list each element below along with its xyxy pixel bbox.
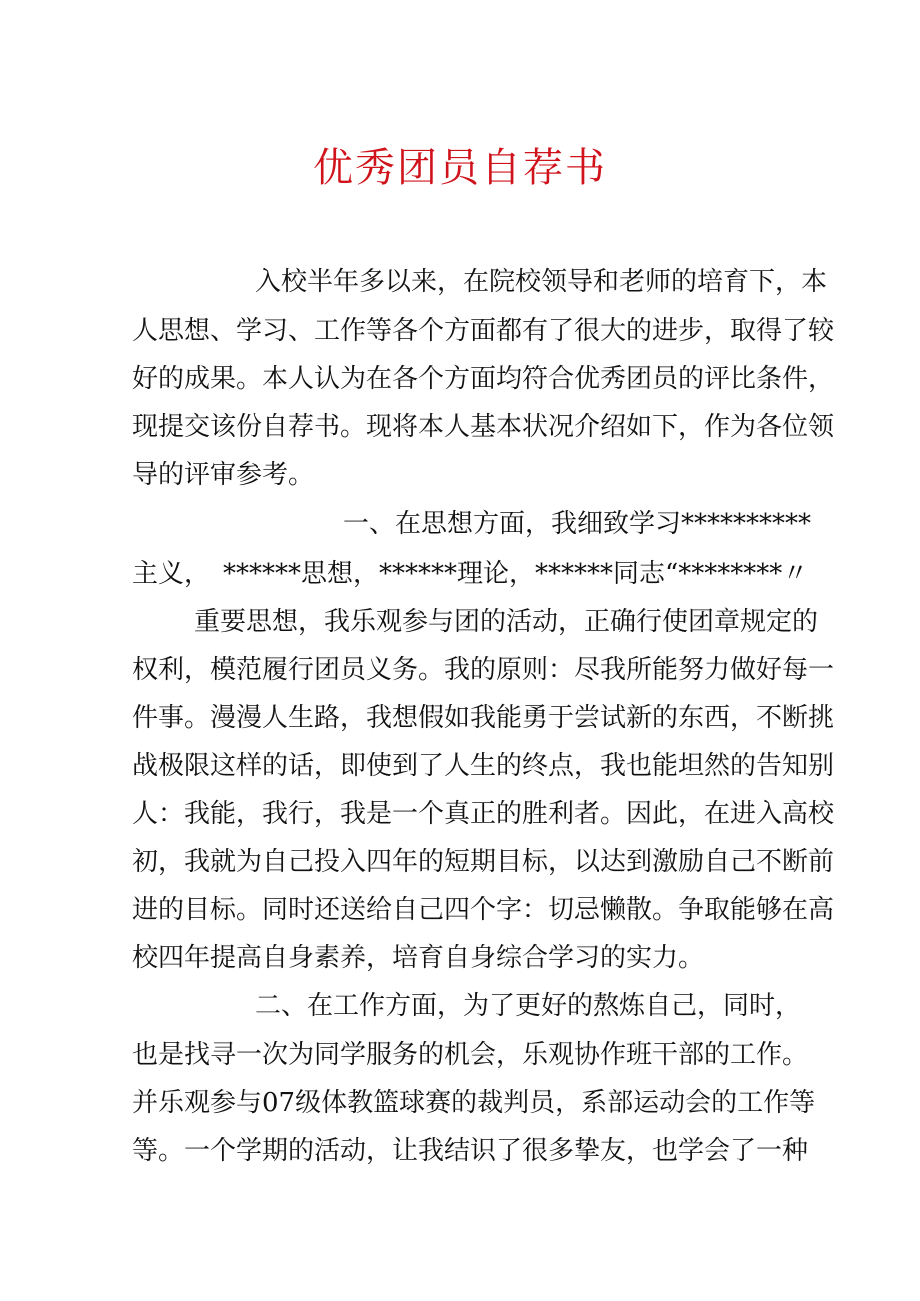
- paragraph-line: 主义， ******思想，******理论，******同志“********〃: [132, 559, 809, 589]
- paragraph-line: 人：我能，我行，我是一个真正的胜利者。因此，在进入高校: [132, 799, 835, 829]
- paragraph-line: 一、在思想方面，我细致学习**********: [343, 509, 812, 539]
- paragraph-line: 校四年提高自身素养，培育自身综合学习的实力。: [132, 943, 705, 973]
- paragraph-line: 好的成果。本人认为在各个方面均符合优秀团员的评比条件，: [132, 364, 835, 394]
- paragraph-line: 并乐观参与07级体教篮球赛的裁判员，系部运动会的工作等: [132, 1088, 816, 1118]
- paragraph-line: 人思想、学习、工作等各个方面都有了很大的进步，取得了较: [132, 316, 835, 346]
- paragraph-line: 也是找寻一次为同学服务的机会，乐观协作班干部的工作。: [132, 1040, 809, 1070]
- paragraph-line: 现提交该份自荐书。现将本人基本状况介绍如下，作为各位领: [132, 412, 835, 442]
- paragraph-line: 进的目标。同时还送给自己四个字：切忌懒散。争取能够在高: [132, 895, 835, 925]
- document-title: 优秀团员自荐书: [313, 145, 607, 191]
- paragraph-line: 等。一个学期的活动，让我结识了很多挚友，也学会了一种: [132, 1136, 809, 1166]
- paragraph-line: 战极限这样的话，即使到了人生的终点，我也能坦然的告知别: [132, 751, 835, 781]
- paragraph-line: 导的评审参考。: [132, 460, 315, 490]
- paragraph-line: 权利，模范履行团员义务。我的原则：尽我所能努力做好每一: [132, 655, 835, 685]
- paragraph-line: 二、在工作方面，为了更好的熬炼自己，同时，: [255, 991, 802, 1021]
- paragraph-line: 件事。漫漫人生路，我想假如我能勇于尝试新的东西，不断挑: [132, 703, 835, 733]
- paragraph-line: 初，我就为自己投入四年的短期目标，以达到激励自己不断前: [132, 847, 835, 877]
- paragraph-line: 重要思想，我乐观参与团的活动，正确行使团章规定的: [194, 607, 819, 637]
- paragraph-line: 入校半年多以来，在院校领导和老师的培育下，本: [255, 267, 828, 297]
